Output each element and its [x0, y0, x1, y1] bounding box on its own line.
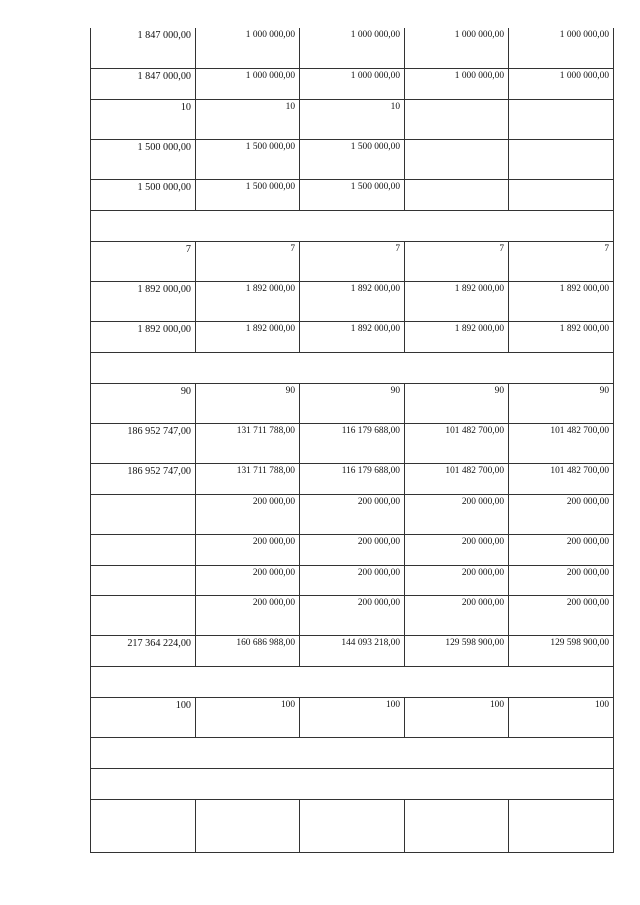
table-cell: [405, 99, 509, 139]
table-cell: 7: [300, 241, 405, 281]
table-cell: 200 000,00: [300, 534, 405, 565]
table-cell: 101 482 700,00: [509, 423, 614, 463]
table-cell: 101 482 700,00: [405, 423, 509, 463]
table-cell: 200 000,00: [509, 534, 614, 565]
table-cell: 101 482 700,00: [509, 463, 614, 494]
table-cell: 200 000,00: [300, 565, 405, 595]
table-cell: 186 952 747,00: [91, 463, 196, 494]
table-row: [91, 241, 614, 281]
table-cell: 1 847 000,00: [91, 68, 196, 99]
table-cell: 1 500 000,00: [91, 179, 196, 210]
table-cell: 200 000,00: [405, 534, 509, 565]
table-cell: 100: [405, 697, 509, 737]
table-row: [91, 321, 614, 352]
table-cell: 7: [509, 241, 614, 281]
table-cell: [91, 534, 196, 565]
separator-cell: [91, 737, 614, 768]
table-cell: 200 000,00: [405, 494, 509, 534]
table-cell: 1 892 000,00: [196, 281, 300, 321]
table-cell: 1 500 000,00: [196, 139, 300, 179]
table-cell: [509, 799, 614, 852]
table-cell: 100: [91, 697, 196, 737]
table-cell: 1 892 000,00: [300, 321, 405, 352]
table-cell: 1 847 000,00: [91, 28, 196, 68]
table-row: [91, 595, 614, 635]
table-row: [91, 179, 614, 210]
table-cell: 131 711 788,00: [196, 423, 300, 463]
separator-cell: [91, 768, 614, 799]
table-row: [91, 281, 614, 321]
table-cell: 90: [300, 383, 405, 423]
table-cell: 1 892 000,00: [509, 281, 614, 321]
table-row: [91, 463, 614, 494]
table-cell: 1 500 000,00: [300, 139, 405, 179]
table-cell: 1 000 000,00: [300, 28, 405, 68]
table-row: [91, 99, 614, 139]
table-row: [91, 565, 614, 595]
table-row: [91, 494, 614, 534]
table-section-separator-row: [91, 352, 614, 383]
table-cell: 1 500 000,00: [300, 179, 405, 210]
table-section-separator-row: [91, 666, 614, 697]
table-cell: 1 000 000,00: [405, 68, 509, 99]
table-cell: [509, 179, 614, 210]
table-cell: 186 952 747,00: [91, 423, 196, 463]
table-cell: 1 000 000,00: [509, 28, 614, 68]
table-cell: 200 000,00: [196, 494, 300, 534]
table-cell: 90: [509, 383, 614, 423]
table-cell: 200 000,00: [196, 595, 300, 635]
table-cell: 200 000,00: [509, 494, 614, 534]
table-cell: 7: [405, 241, 509, 281]
table-cell: 1 000 000,00: [300, 68, 405, 99]
table-cell: 200 000,00: [196, 565, 300, 595]
separator-cell: [91, 666, 614, 697]
table-row: [91, 68, 614, 99]
table-cell: 1 000 000,00: [196, 28, 300, 68]
table-cell: [300, 799, 405, 852]
table-cell: [196, 799, 300, 852]
table-cell: 1 000 000,00: [405, 28, 509, 68]
table-cell: [91, 595, 196, 635]
table-cell: 200 000,00: [509, 595, 614, 635]
table-row: [91, 697, 614, 737]
table-row: [91, 28, 614, 68]
table-section-separator-row: [91, 737, 614, 768]
budget-table-body: [91, 28, 614, 852]
table-cell: 90: [91, 383, 196, 423]
table-row: [91, 799, 614, 852]
table-row: [91, 139, 614, 179]
table-cell: 131 711 788,00: [196, 463, 300, 494]
table-cell: 129 598 900,00: [509, 635, 614, 666]
table-cell: [405, 799, 509, 852]
table-row: [91, 423, 614, 463]
table-cell: [91, 565, 196, 595]
table-section-separator-row: [91, 210, 614, 241]
table-cell: 1 500 000,00: [196, 179, 300, 210]
table-cell: 116 179 688,00: [300, 463, 405, 494]
table-cell: 200 000,00: [405, 565, 509, 595]
table-cell: 129 598 900,00: [405, 635, 509, 666]
table-cell: 160 686 988,00: [196, 635, 300, 666]
table-cell: 100: [196, 697, 300, 737]
table-cell: 1 500 000,00: [91, 139, 196, 179]
table-cell: 10: [196, 99, 300, 139]
separator-cell: [91, 210, 614, 241]
separator-cell: [91, 352, 614, 383]
table-cell: 1 000 000,00: [509, 68, 614, 99]
table-cell: 200 000,00: [300, 595, 405, 635]
table-cell: 200 000,00: [300, 494, 405, 534]
table-cell: 1 000 000,00: [196, 68, 300, 99]
table-row: [91, 534, 614, 565]
table-cell: [91, 799, 196, 852]
table-cell: 10: [300, 99, 405, 139]
budget-table: [90, 28, 614, 853]
table-cell: 200 000,00: [509, 565, 614, 595]
table-cell: 1 892 000,00: [196, 321, 300, 352]
table-cell: 144 093 218,00: [300, 635, 405, 666]
table-cell: 217 364 224,00: [91, 635, 196, 666]
table-cell: 200 000,00: [196, 534, 300, 565]
table-cell: [509, 139, 614, 179]
table-cell: 1 892 000,00: [405, 321, 509, 352]
table-cell: [405, 179, 509, 210]
table-cell: 1 892 000,00: [300, 281, 405, 321]
table-cell: 10: [91, 99, 196, 139]
table-cell: 200 000,00: [405, 595, 509, 635]
table-cell: 1 892 000,00: [405, 281, 509, 321]
table-cell: 7: [196, 241, 300, 281]
table-cell: [509, 99, 614, 139]
table-cell: 100: [300, 697, 405, 737]
table-cell: [405, 139, 509, 179]
table-cell: 116 179 688,00: [300, 423, 405, 463]
table-cell: [91, 494, 196, 534]
table-cell: 100: [509, 697, 614, 737]
table-section-separator-row: [91, 768, 614, 799]
table-cell: 1 892 000,00: [509, 321, 614, 352]
table-cell: 7: [91, 241, 196, 281]
table-cell: 90: [405, 383, 509, 423]
table-cell: 1 892 000,00: [91, 281, 196, 321]
table-cell: 1 892 000,00: [91, 321, 196, 352]
table-cell: 101 482 700,00: [405, 463, 509, 494]
table-row: [91, 383, 614, 423]
table-row: [91, 635, 614, 666]
table-cell: 90: [196, 383, 300, 423]
